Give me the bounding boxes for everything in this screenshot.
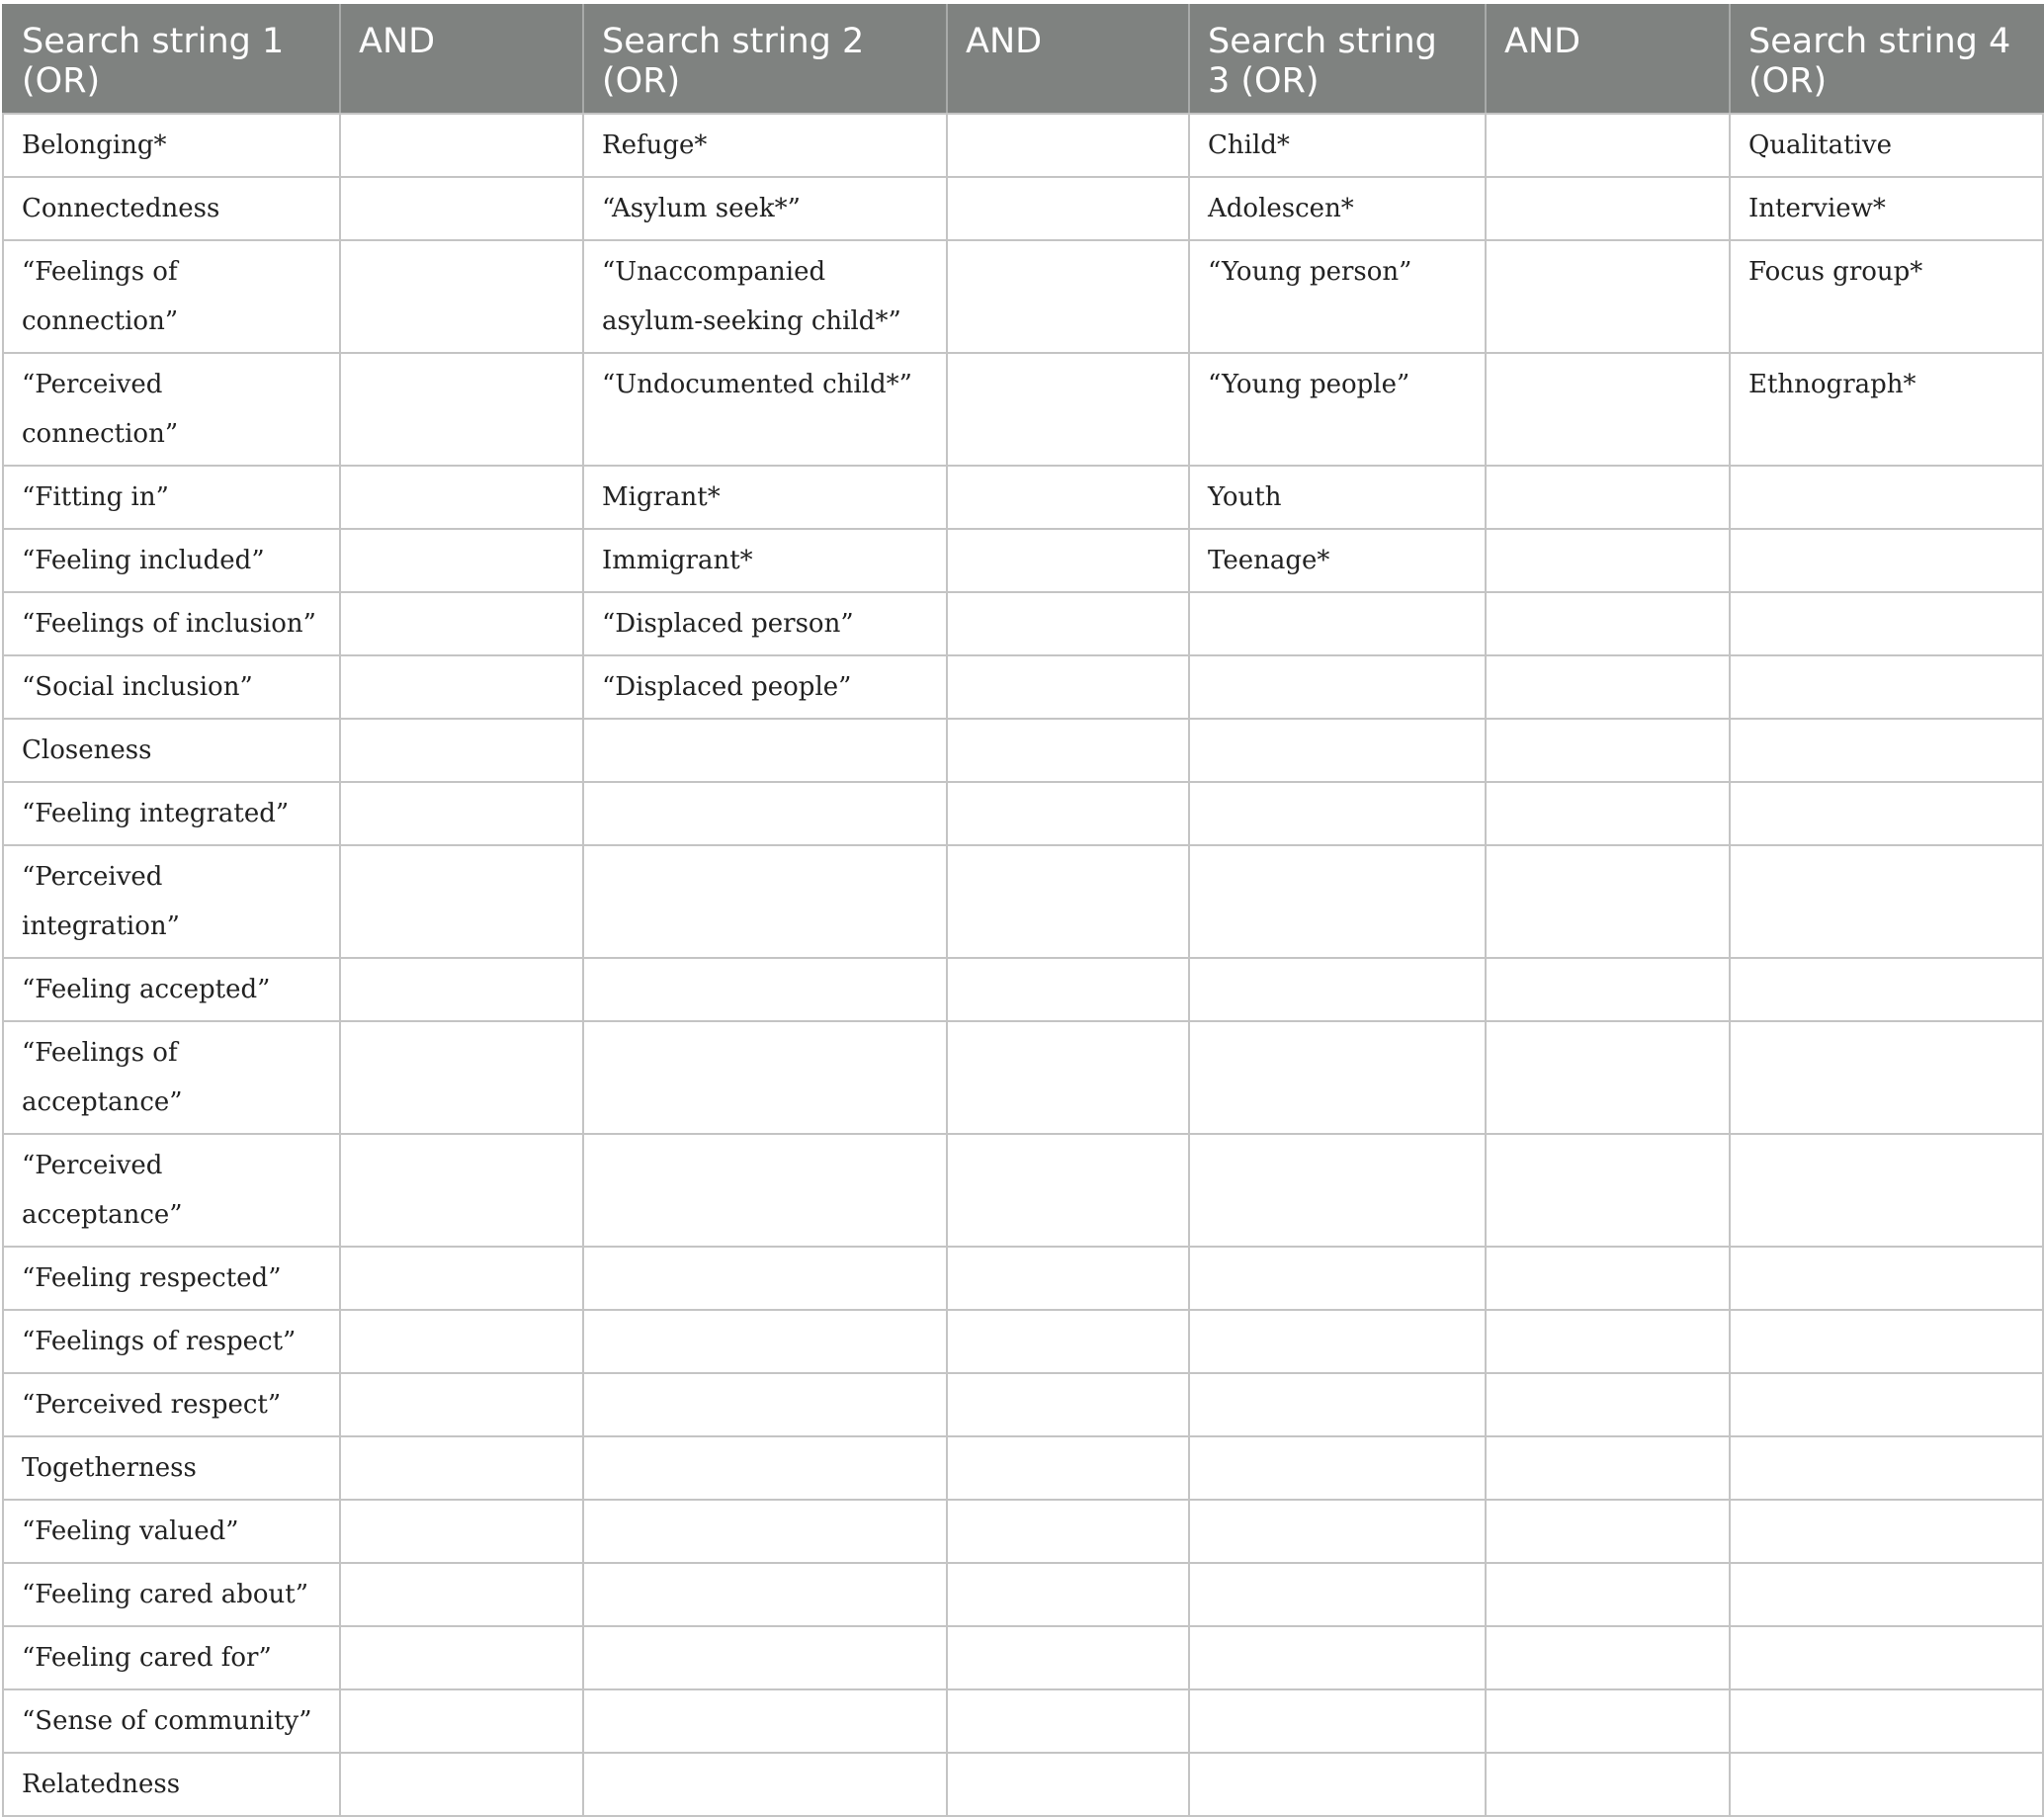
table-cell	[1189, 1753, 1486, 1816]
table-cell	[1189, 1563, 1486, 1626]
table-cell	[583, 782, 947, 845]
table-row	[3, 958, 2043, 1021]
table-cell	[340, 1626, 583, 1689]
table-cell: Child*	[1189, 114, 1486, 177]
table-row	[3, 1134, 2043, 1247]
table-cell	[1486, 719, 1730, 782]
table-cell	[1730, 1310, 2043, 1373]
table-cell: Ethnograph*	[1730, 353, 2043, 466]
table-cell	[947, 1373, 1189, 1436]
table-cell	[1486, 240, 1730, 353]
table-cell: “Feelings of inclusion”	[3, 592, 340, 655]
table-cell	[583, 1626, 947, 1689]
table-row	[3, 529, 2043, 592]
table-cell	[1486, 958, 1730, 1021]
table-cell: “Young people”	[1189, 353, 1486, 466]
table-cell	[1730, 719, 2043, 782]
table-cell	[1189, 592, 1486, 655]
table-cell	[1486, 1310, 1730, 1373]
table-cell	[340, 782, 583, 845]
table-cell	[1189, 655, 1486, 719]
table-cell: “Feeling respected”	[3, 1247, 340, 1310]
table-row	[3, 592, 2043, 655]
table-cell	[340, 240, 583, 353]
table-cell: “Displaced people”	[583, 655, 947, 719]
table-cell	[340, 1753, 583, 1816]
table-cell	[1730, 845, 2043, 958]
table-cell	[340, 353, 583, 466]
table-cell	[1486, 529, 1730, 592]
table-cell	[340, 1310, 583, 1373]
table-cell	[947, 782, 1189, 845]
table-cell: Youth	[1189, 466, 1486, 529]
table-cell	[1730, 1436, 2043, 1500]
table-cell	[583, 1753, 947, 1816]
table-cell	[947, 719, 1189, 782]
table-cell	[947, 592, 1189, 655]
table-cell	[1486, 1247, 1730, 1310]
table-row	[3, 1689, 2043, 1753]
table-cell	[1486, 1563, 1730, 1626]
table-row	[3, 1247, 2043, 1310]
table-cell: “Social inclusion”	[3, 655, 340, 719]
table-cell	[1730, 1500, 2043, 1563]
table-cell	[1486, 1373, 1730, 1436]
table-cell	[947, 1753, 1189, 1816]
table-cell	[1730, 1373, 2043, 1436]
table-cell: Immigrant*	[583, 529, 947, 592]
table-cell: Closeness	[3, 719, 340, 782]
table-row	[3, 1021, 2043, 1134]
table-cell: Interview*	[1730, 177, 2043, 240]
table-cell	[1486, 177, 1730, 240]
table-cell: Connectedness	[3, 177, 340, 240]
table-cell: “Feeling cared for”	[3, 1626, 340, 1689]
table-cell	[340, 114, 583, 177]
table-cell	[340, 655, 583, 719]
table-cell	[1730, 958, 2043, 1021]
table-row	[3, 655, 2043, 719]
table-cell	[583, 1563, 947, 1626]
table-cell	[340, 1436, 583, 1500]
table-cell	[947, 1436, 1189, 1500]
table-cell: “Feeling valued”	[3, 1500, 340, 1563]
header-cell: Search string 2 (OR)	[583, 5, 947, 114]
table-cell	[583, 719, 947, 782]
table-cell	[1730, 1134, 2043, 1247]
table-cell	[583, 1500, 947, 1563]
table-cell	[1486, 1753, 1730, 1816]
table-cell: Migrant*	[583, 466, 947, 529]
header-cell: AND	[947, 5, 1189, 114]
table-row	[3, 353, 2043, 466]
table-cell	[340, 592, 583, 655]
table-cell	[1189, 1134, 1486, 1247]
table-cell: “Feeling accepted”	[3, 958, 340, 1021]
table-cell	[1730, 1247, 2043, 1310]
table-cell	[947, 1500, 1189, 1563]
table-cell: “Fitting in”	[3, 466, 340, 529]
table-cell	[1730, 1753, 2043, 1816]
table-cell	[1730, 1563, 2043, 1626]
table-cell	[340, 1134, 583, 1247]
table-cell	[1486, 1626, 1730, 1689]
table-cell: Belonging*	[3, 114, 340, 177]
table-cell	[1189, 1021, 1486, 1134]
table-cell: Focus group*	[1730, 240, 2043, 353]
table-row	[3, 1753, 2043, 1816]
table-cell	[583, 845, 947, 958]
table-cell	[1189, 958, 1486, 1021]
table-cell	[340, 177, 583, 240]
table-cell	[340, 1373, 583, 1436]
header-row	[3, 5, 2043, 114]
table-body	[3, 114, 2043, 1816]
table-cell	[340, 1247, 583, 1310]
table-cell	[340, 719, 583, 782]
header-cell: Search string 1 (OR)	[3, 5, 340, 114]
table-cell	[1486, 845, 1730, 958]
table-cell: Togetherness	[3, 1436, 340, 1500]
table-cell: “Feeling cared about”	[3, 1563, 340, 1626]
table-row	[3, 719, 2043, 782]
table-row	[3, 1563, 2043, 1626]
table-cell	[947, 529, 1189, 592]
table-cell	[340, 845, 583, 958]
table-row	[3, 466, 2043, 529]
table-cell: “Perceived integration”	[3, 845, 340, 958]
table-cell	[947, 958, 1189, 1021]
table-cell	[583, 1310, 947, 1373]
table-cell	[340, 529, 583, 592]
table-cell	[947, 1021, 1189, 1134]
table-cell	[583, 1373, 947, 1436]
table-cell	[583, 1436, 947, 1500]
table-cell	[1730, 529, 2043, 592]
header-cell: AND	[1486, 5, 1730, 114]
table-cell: “Perceived acceptance”	[3, 1134, 340, 1247]
table-row	[3, 1500, 2043, 1563]
table-cell	[1486, 1021, 1730, 1134]
table-cell	[947, 353, 1189, 466]
table-cell	[340, 1021, 583, 1134]
header-cell: AND	[340, 5, 583, 114]
table-cell	[947, 1626, 1189, 1689]
header-cell: Search string 3 (OR)	[1189, 5, 1486, 114]
table-row	[3, 1373, 2043, 1436]
table-row	[3, 845, 2043, 958]
table-cell	[947, 655, 1189, 719]
table-cell: “Unaccompanied asylum-seeking child*”	[583, 240, 947, 353]
table-cell	[947, 1134, 1189, 1247]
table-row	[3, 114, 2043, 177]
table-cell	[583, 1021, 947, 1134]
header-cell: Search string 4 (OR)	[1730, 5, 2043, 114]
table-cell	[1486, 1436, 1730, 1500]
table-cell	[1189, 845, 1486, 958]
table-cell	[1486, 1689, 1730, 1753]
table-cell	[947, 240, 1189, 353]
table-cell: Teenage*	[1189, 529, 1486, 592]
table-cell	[340, 1563, 583, 1626]
table-cell	[1486, 1500, 1730, 1563]
table-cell	[1486, 592, 1730, 655]
table-cell	[947, 1247, 1189, 1310]
table-cell	[583, 958, 947, 1021]
table-cell: “Undocumented child*”	[583, 353, 947, 466]
table-cell: “Sense of community”	[3, 1689, 340, 1753]
table-cell	[1189, 1373, 1486, 1436]
table-cell	[1189, 1436, 1486, 1500]
table-row	[3, 1436, 2043, 1500]
table-cell: Adolescen*	[1189, 177, 1486, 240]
table-row	[3, 177, 2043, 240]
table-cell: “Feeling included”	[3, 529, 340, 592]
search-strings-table	[2, 4, 2044, 1817]
table-cell	[947, 466, 1189, 529]
table-cell	[1189, 1247, 1486, 1310]
table-cell: Qualitative	[1730, 114, 2043, 177]
table-cell	[340, 1689, 583, 1753]
table-cell	[1730, 782, 2043, 845]
table-cell	[947, 1310, 1189, 1373]
table-cell	[1189, 719, 1486, 782]
table-cell	[1730, 466, 2043, 529]
table-cell	[1486, 1134, 1730, 1247]
table-cell	[1730, 1689, 2043, 1753]
table-cell	[1189, 1500, 1486, 1563]
table-header	[3, 5, 2043, 114]
table-row	[3, 782, 2043, 845]
table-cell: “Young person”	[1189, 240, 1486, 353]
table-cell	[583, 1689, 947, 1753]
table-cell: “Feeling integrated”	[3, 782, 340, 845]
table-cell: Relatedness	[3, 1753, 340, 1816]
table-cell	[1486, 466, 1730, 529]
table-cell: “Feelings of respect”	[3, 1310, 340, 1373]
table-cell	[1730, 592, 2043, 655]
table-cell	[583, 1247, 947, 1310]
table-row	[3, 1626, 2043, 1689]
table-cell	[1486, 655, 1730, 719]
table-cell	[340, 958, 583, 1021]
table-cell: Refuge*	[583, 114, 947, 177]
table-cell	[1189, 782, 1486, 845]
table-cell: “Feelings of acceptance”	[3, 1021, 340, 1134]
table-cell	[1189, 1626, 1486, 1689]
table-cell	[1730, 655, 2043, 719]
table-cell	[340, 466, 583, 529]
table-row	[3, 1310, 2043, 1373]
table-cell	[947, 177, 1189, 240]
table-cell	[947, 114, 1189, 177]
table-cell: “Feelings of connection”	[3, 240, 340, 353]
table-cell	[947, 1689, 1189, 1753]
table-cell	[1486, 114, 1730, 177]
table-cell	[340, 1500, 583, 1563]
table-cell: “Perceived connection”	[3, 353, 340, 466]
table-cell: “Asylum seek*”	[583, 177, 947, 240]
table-cell: “Perceived respect”	[3, 1373, 340, 1436]
table-row	[3, 240, 2043, 353]
table-cell	[1730, 1021, 2043, 1134]
table-cell: “Displaced person”	[583, 592, 947, 655]
table-cell	[1486, 782, 1730, 845]
table-cell	[947, 1563, 1189, 1626]
table-cell	[1486, 353, 1730, 466]
table-cell	[947, 845, 1189, 958]
table-cell	[1189, 1310, 1486, 1373]
table-cell	[583, 1134, 947, 1247]
table-cell	[1730, 1626, 2043, 1689]
table-cell	[1189, 1689, 1486, 1753]
